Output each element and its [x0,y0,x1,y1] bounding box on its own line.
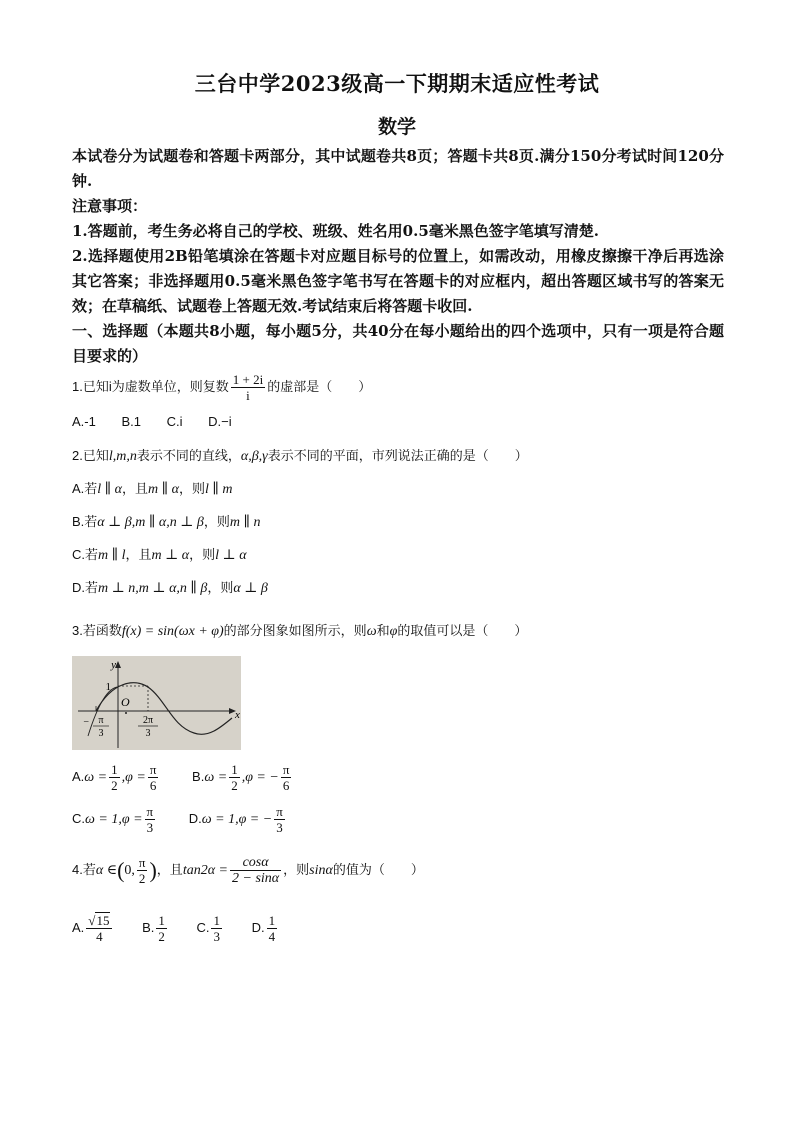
q4-options [72,913,301,944]
q3-options-ab [72,762,315,793]
q4-int-frac [137,855,148,886]
q2-lines: l,m,n [108,449,137,464]
q3c-w: ω = 1,φ = [85,811,143,827]
q3b-wfrac [229,762,240,793]
section-heading: 一、选择题（本题共8小题，每小题5分，共40分在每小题给出的四个选项中，只有一项是符合题目要求的） [72,322,724,365]
q3-pre: 3.若函数 [72,623,122,638]
question-2 [72,446,528,467]
q4a-radicand: 15 [96,913,110,928]
q2c-t1: C.若 [72,547,99,562]
q3-func: f(x) = sin(ωx + φ) [121,624,224,639]
notice-heading: 注意事项： [72,197,148,215]
q3a-wn: 1 [111,762,118,777]
q4-lhs: tan2α = [182,862,228,878]
q3b-pd: 6 [282,778,290,793]
subject-title: 数学 [377,116,416,138]
right-tick-den: 3 [145,728,151,739]
q2-option-b [72,512,260,533]
q3b-w: ω = [204,769,228,785]
q3b-pn: π [282,762,290,777]
q3-option-c [72,804,157,835]
q1-options [72,412,254,432]
q4-int-bn: π [138,855,146,870]
exam-title: 三台中学2023级高一下期期末适应性考试 [194,71,600,96]
q2c-m3: l ⊥ α [215,548,247,563]
q4-post: ，则 [283,861,310,877]
q1-option-a: A.-1 [72,414,96,429]
y-one-label: 1 [105,681,111,693]
question-1 [72,372,371,403]
q2c-t2: ，且 [125,547,152,562]
q3a-wd: 2 [111,778,118,793]
q4-cond: α ∈ [95,862,118,878]
q2d-m1: m ⊥ n,m ⊥ α,n ∥ β [98,581,208,596]
q2a-m1: l ∥ α [97,482,123,497]
q4-paren-open: ( [117,857,125,883]
sine-graph-figure [72,656,241,750]
q2a-t2: ，且 [122,481,149,496]
q4-option-b [142,913,169,944]
q2a-m2: m ∥ α [148,482,179,497]
q3c-label: C. [72,810,85,826]
q4-int-a: 0, [124,862,135,878]
question-4 [72,855,424,886]
q2-option-d [72,578,268,599]
q3d-label: D. [188,810,202,826]
q4a-den: 4 [96,929,103,944]
q4c-label: C. [196,919,210,935]
q2-option-a [72,479,232,500]
q4b-label: B. [142,919,155,935]
q1-option-c: C.i [166,414,183,429]
q4d-den: 4 [268,929,276,944]
q4-rd: 2 − sinα [232,871,280,886]
q3a-label: A. [72,768,85,784]
origin-dot [125,712,127,714]
q3a-pfrac [148,762,159,793]
q2-post: 表示不同的平面，市列说法正确的是（ ） [267,448,528,463]
q2a-t3: ，则 [178,481,205,496]
q2c-t3: ，则 [189,547,216,562]
q3c-pn: π [146,804,154,819]
q4a-label: A. [72,919,85,935]
q2-option-c [72,545,247,566]
q3d-pfrac [274,804,285,835]
q3b-wd: 2 [231,778,238,793]
q1-text-post: 的虚部是（ ） [267,378,372,394]
q4b-den: 2 [158,929,165,944]
q1-text-pre: 1.已知i为虚数单位，则复数 [72,378,229,394]
q3d-pn: π [276,804,283,819]
q4-rn: cosα [230,855,281,871]
q2a-m3: l ∥ m [204,482,233,497]
q2d-t1: D.若 [72,580,99,595]
left-tick-sign: − [83,717,89,728]
x-axis-label: x [235,709,240,721]
q4-option-a [72,913,114,944]
q3-post2: 的取值可以是（ ） [397,623,528,638]
right-tick-num: 2π [142,715,154,726]
q3b-pfrac [281,762,292,793]
q3c-pfrac [145,804,156,835]
q2b-t2: ，则 [203,514,230,529]
q4-option-c [196,913,224,944]
q4b-frac [156,913,167,944]
q1-frac-num: 1 + 2i [232,372,264,387]
q4a-frac [86,913,112,944]
note-1: 1.答题前，考生务必将自己的学校、班级、姓名用0.5毫米黑色签字笔填写清楚. [72,222,599,240]
q4c-num: 1 [213,913,220,928]
q3-phi: φ [389,624,398,639]
q3b-p: ,φ = − [241,769,279,785]
q3d-pd: 3 [276,820,283,835]
q3-options-cd [72,804,309,835]
q1-option-d: D.−i [208,414,232,429]
q4-rhs-frac [230,855,281,886]
q4-option-d [252,913,280,944]
q3-option-a [72,762,160,793]
q2b-t1: B.若 [72,514,98,529]
q3-and: 和 [376,623,390,638]
note-2: 2.选择题使用2B铅笔填涂在答题卡对应题目标号的位置上，如需改动，用橡皮擦擦干净后再选涂其它答案；非选择题用0.5毫米黑色签字笔书写在答题卡的对应框内，超出答题区域书写的答案无效；在草稿纸、试题卷上答题无效.考试结束后将答题卡收回. [72,247,724,315]
q4b-num: 1 [158,913,165,928]
q3-omega: ω [366,624,377,639]
q1-fraction [231,372,265,403]
q2b-m1: α ⊥ β,m ∥ α,n ⊥ β [97,515,204,530]
q3a-p: ,φ = [121,769,146,785]
q3a-w: ω = [84,769,108,785]
sine-curve [96,683,232,735]
q4c-den: 3 [213,929,220,944]
q4a-num: √15 [86,913,112,929]
q4-sin: sinα [309,862,333,878]
q3c-pd: 3 [146,820,154,835]
q2-mid: 表示不同的直线， [136,448,241,463]
q4-end: 的值为（ ） [332,861,424,877]
q2c-m1: m ∥ l [98,548,126,563]
q4-pre: 4.若 [72,861,96,877]
question-3 [72,621,527,642]
q4d-frac [267,913,278,944]
q2c-m2: m ⊥ α [151,548,190,563]
q2-pre: 2.已知 [72,448,109,463]
q4d-label: D. [251,919,265,935]
q3-option-b [192,762,293,793]
q2a-t1: A.若 [72,481,98,496]
q4c-frac [211,913,222,944]
q3a-pd: 6 [149,778,157,793]
origin-label: O [121,695,130,709]
q3-post1: 的部分图象如图所示，则 [223,623,367,638]
q2-planes: α,β,γ [240,449,268,464]
q4-int-bd: 2 [138,871,146,886]
q3b-label: B. [192,768,205,784]
q3b-wn: 1 [231,762,238,777]
q2d-m2: α ⊥ β [233,581,268,596]
sine-graph-svg [72,656,241,750]
q2b-m2: m ∥ n [229,515,261,530]
q3a-pn: π [149,762,157,777]
q3d-w: ω = 1,φ = − [201,811,273,827]
q4-paren-close: ) [149,857,157,883]
q4-mid: ，且 [156,861,183,877]
left-tick-den: 3 [98,728,104,739]
left-tick-num: π [98,715,104,726]
y-axis-label: y [111,659,116,671]
q1-option-b: B.1 [121,414,141,429]
q3-option-d [189,804,287,835]
q4d-num: 1 [268,913,276,928]
q1-frac-den: i [246,388,250,403]
intro-paragraph: 本试卷分为试题卷和答题卡两部分，其中试题卷共8页；答题卡共8页.满分150分考试时间120分钟. [72,147,724,190]
q3a-wfrac [109,762,120,793]
q2d-t2: ，则 [207,580,234,595]
